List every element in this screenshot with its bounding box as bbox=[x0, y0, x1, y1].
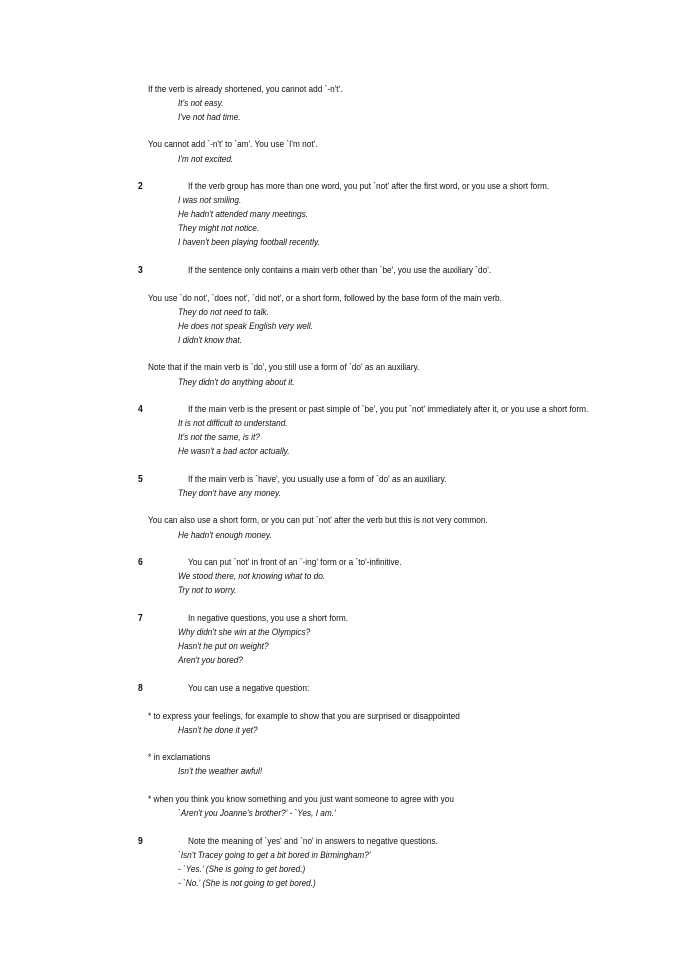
section-number: 2 bbox=[138, 181, 143, 192]
rule-text: If the verb group has more than one word, you put `not' after the first word, or you use a short form. bbox=[188, 181, 550, 192]
example-sentence: Isn't the weather awful! bbox=[178, 766, 263, 777]
section-number: 6 bbox=[138, 557, 143, 568]
example-sentence: I was not smiling. bbox=[178, 195, 242, 206]
section-number: 5 bbox=[138, 474, 143, 485]
rule-text: If the main verb is `have', you usually use a form of `do' as an auxiliary. bbox=[188, 474, 447, 485]
example-sentence: `Isn't Tracey going to get a bit bored in Birmingham?' bbox=[178, 850, 371, 861]
example-sentence: - `No.' (She is not going to get bored.) bbox=[178, 878, 316, 889]
example-sentence: Why didn't she win at the Olympics? bbox=[178, 627, 311, 638]
bullet-text: * when you think you know something and you just want someone to agree with you bbox=[148, 794, 454, 805]
section-number: 7 bbox=[138, 613, 143, 624]
rule-text: If the sentence only contains a main verb other than `be', you use the auxiliary `do'. bbox=[188, 265, 492, 276]
section-number: 8 bbox=[138, 683, 143, 694]
example-sentence: It's not easy. bbox=[178, 98, 224, 109]
bullet-text: * in exclamations bbox=[148, 752, 211, 763]
example-sentence: I've not had time. bbox=[178, 112, 241, 123]
example-sentence: - `Yes.' (She is going to get bored.) bbox=[178, 864, 306, 875]
rule-text: Note the meaning of `yes' and `no' in answers to negative questions. bbox=[188, 836, 438, 847]
bullet-text: * to express your feelings, for example to show that you are surprised or disappointed bbox=[148, 711, 460, 722]
rule-text: You can put `not' in front of an `-ing' form or a `to'-infinitive. bbox=[188, 557, 402, 568]
example-sentence: Try not to worry. bbox=[178, 585, 237, 596]
body-text: Note that if the main verb is `do', you still use a form of `do' as an auxiliary. bbox=[148, 362, 420, 373]
body-text: You use `do not', `does not', `did not', or a short form, followed by the base form of the main verb. bbox=[148, 293, 502, 304]
example-sentence: He hadn't attended many meetings. bbox=[178, 209, 309, 220]
body-text: If the verb is already shortened, you cannot add `-n't'. bbox=[148, 84, 343, 95]
example-sentence: Aren't you bored? bbox=[178, 655, 243, 666]
example-sentence: He does not speak English very well. bbox=[178, 321, 313, 332]
rule-text: You can use a negative question: bbox=[188, 683, 310, 694]
example-sentence: I didn't know that. bbox=[178, 335, 242, 346]
example-sentence: It is not difficult to understand. bbox=[178, 418, 288, 429]
rule-text: In negative questions, you use a short form. bbox=[188, 613, 349, 624]
rule-text: If the main verb is the present or past simple of `be', you put `not' immediately after it, or you use a short form. bbox=[188, 404, 589, 415]
section-number: 3 bbox=[138, 265, 143, 276]
example-sentence: We stood there, not knowing what to do. bbox=[178, 571, 326, 582]
example-sentence: Hasn't he done it yet? bbox=[178, 725, 258, 736]
example-sentence: They didn't do anything about it. bbox=[178, 377, 295, 388]
example-sentence: They might not notice. bbox=[178, 223, 260, 234]
example-sentence: Hasn't he put on weight? bbox=[178, 641, 269, 652]
example-sentence: I'm not excited. bbox=[178, 154, 234, 165]
example-sentence: He hadn't enough money. bbox=[178, 530, 272, 541]
example-sentence: They do not need to talk. bbox=[178, 307, 269, 318]
example-sentence: It's not the same, is it? bbox=[178, 432, 260, 443]
example-sentence: They don't have any money. bbox=[178, 488, 281, 499]
example-sentence: `Aren't you Joanne's brother?' - `Yes, I am.' bbox=[178, 808, 336, 819]
section-number: 4 bbox=[138, 404, 143, 415]
body-text: You cannot add `-n't' to `am'. You use `I'm not'. bbox=[148, 139, 318, 150]
example-sentence: I haven't been playing football recently. bbox=[178, 237, 320, 248]
section-number: 9 bbox=[138, 836, 143, 847]
body-text: You can also use a short form, or you can put `not' after the verb but this is not very common. bbox=[148, 515, 488, 526]
example-sentence: He wasn't a bad actor actually. bbox=[178, 446, 290, 457]
